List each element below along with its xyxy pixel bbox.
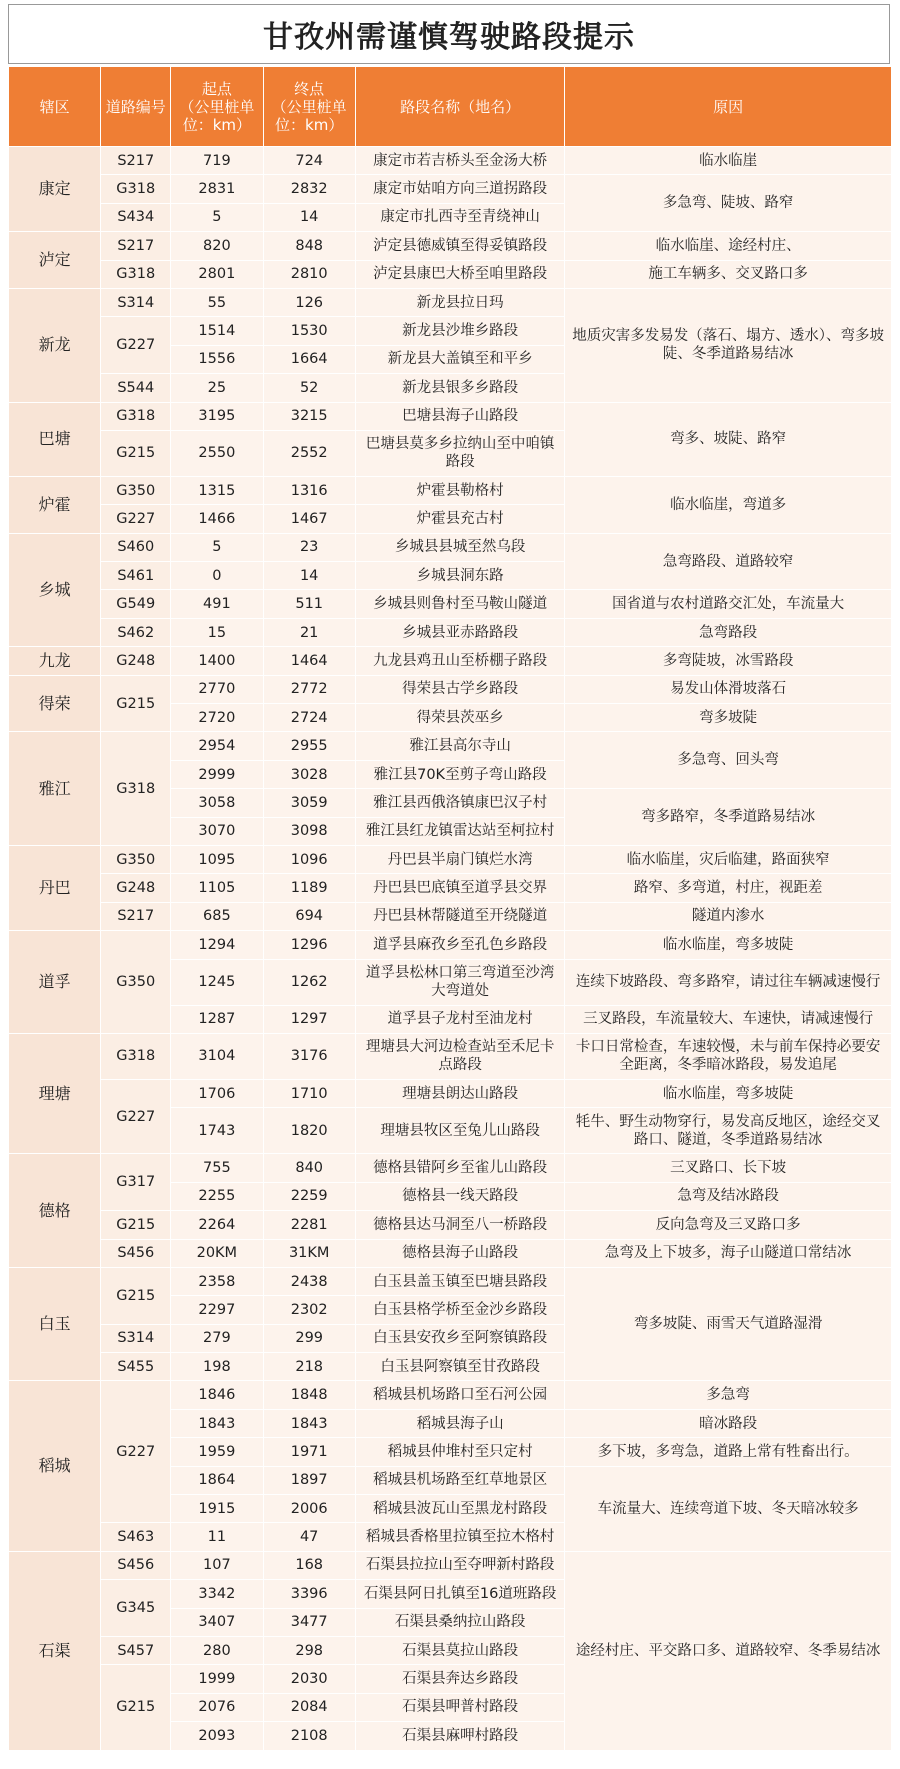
table-row: [9, 175, 892, 203]
end-km-cell: 840: [263, 1154, 355, 1182]
road-code-cell: G549: [101, 590, 171, 618]
section-name-cell: 丹巴县巴底镇至道孚县交界: [355, 874, 564, 902]
table-row: [9, 1033, 892, 1079]
section-name-cell: 泸定县德威镇至得妥镇路段: [355, 232, 564, 260]
end-km-cell: 1971: [263, 1438, 355, 1466]
reason-cell: 急弯及上下坡多，海子山隧道口常结冰: [565, 1239, 892, 1267]
reason-cell: 急弯路段、道路较窄: [565, 533, 892, 590]
end-km-cell: 14: [263, 562, 355, 590]
region-cell: 乡城: [9, 533, 101, 647]
table-row: [9, 1211, 892, 1239]
region-cell: 理塘: [9, 1033, 101, 1153]
end-km-cell: 47: [263, 1523, 355, 1551]
road-code-cell: G215: [101, 1211, 171, 1239]
road-code-cell: G248: [101, 647, 171, 675]
header-start-line: 位：km）: [182, 115, 251, 134]
end-km-cell: 2955: [263, 732, 355, 760]
table-row: [9, 931, 892, 959]
start-km-cell: 107: [171, 1551, 263, 1579]
start-km-cell: 15: [171, 618, 263, 646]
table-body: [9, 147, 892, 1751]
section-name-cell: 白玉县阿察镇至甘孜路段: [355, 1353, 564, 1381]
region-cell: 白玉: [9, 1267, 101, 1381]
road-code-cell: G227: [101, 505, 171, 533]
table-row: [9, 647, 892, 675]
end-km-cell: 52: [263, 374, 355, 402]
header-road: 道路编号: [101, 67, 171, 147]
start-km-cell: 755: [171, 1154, 263, 1182]
reason-cell: 暗冰路段: [565, 1409, 892, 1437]
start-km-cell: 5: [171, 203, 263, 231]
road-code-cell: G345: [101, 1580, 171, 1637]
section-name-cell: 雅江县西俄洛镇康巴汉子村: [355, 789, 564, 817]
end-km-cell: 2810: [263, 260, 355, 288]
start-km-cell: 1556: [171, 345, 263, 373]
section-name-cell: 德格县达马洞至八一桥路段: [355, 1211, 564, 1239]
end-km-cell: 1820: [263, 1108, 355, 1154]
start-km-cell: 1846: [171, 1381, 263, 1409]
section-name-cell: 石渠县阿日扎镇至16道班路段: [355, 1580, 564, 1608]
end-km-cell: 724: [263, 147, 355, 175]
table-row: [9, 618, 892, 646]
header-reason: 原因: [565, 67, 892, 147]
road-code-cell: S544: [101, 374, 171, 402]
road-code-cell: G317: [101, 1154, 171, 1211]
section-name-cell: 新龙县大盖镇至和平乡: [355, 345, 564, 373]
start-km-cell: 1843: [171, 1409, 263, 1437]
start-km-cell: 3104: [171, 1033, 263, 1079]
reason-cell: 急弯路段: [565, 618, 892, 646]
road-code-cell: G215: [101, 1665, 171, 1750]
road-code-cell: S455: [101, 1353, 171, 1381]
road-code-cell: G215: [101, 1267, 171, 1324]
region-cell: 石渠: [9, 1551, 101, 1750]
start-km-cell: 719: [171, 147, 263, 175]
end-km-cell: 1189: [263, 874, 355, 902]
region-cell: 稻城: [9, 1381, 101, 1551]
section-name-cell: 稻城县波瓦山至黑龙村路段: [355, 1495, 564, 1523]
section-name-cell: 雅江县70K至剪子弯山路段: [355, 760, 564, 788]
section-name-cell: 乡城县县城至然乌段: [355, 533, 564, 561]
start-km-cell: 1915: [171, 1495, 263, 1523]
end-km-cell: 1530: [263, 317, 355, 345]
end-km-cell: 1843: [263, 1409, 355, 1437]
road-code-cell: G350: [101, 931, 171, 1034]
end-km-cell: 3176: [263, 1033, 355, 1079]
end-km-cell: 3396: [263, 1580, 355, 1608]
header-end-line: （公里桩单: [271, 97, 347, 116]
road-code-cell: S434: [101, 203, 171, 231]
table-row: [9, 533, 892, 561]
reason-cell: 路窄、多弯道，村庄，视距差: [565, 874, 892, 902]
table-row: [9, 675, 892, 703]
end-km-cell: 511: [263, 590, 355, 618]
section-name-cell: 得荣县古学乡路段: [355, 675, 564, 703]
end-km-cell: 298: [263, 1636, 355, 1664]
road-code-cell: S461: [101, 562, 171, 590]
header-end-line: 位：km）: [275, 115, 344, 134]
start-km-cell: 1514: [171, 317, 263, 345]
end-km-cell: 3028: [263, 760, 355, 788]
road-code-cell: S314: [101, 288, 171, 316]
road-code-cell: S457: [101, 1636, 171, 1664]
end-km-cell: 3059: [263, 789, 355, 817]
table-row: [9, 1381, 892, 1409]
end-km-cell: 299: [263, 1324, 355, 1352]
reason-cell: 急弯及结冰路段: [565, 1182, 892, 1210]
table-row: [9, 288, 892, 316]
end-km-cell: 1467: [263, 505, 355, 533]
start-km-cell: 1315: [171, 476, 263, 504]
start-km-cell: 2255: [171, 1182, 263, 1210]
start-km-cell: 1864: [171, 1466, 263, 1494]
header-row: [9, 67, 892, 147]
start-km-cell: 1294: [171, 931, 263, 959]
road-code-cell: S217: [101, 232, 171, 260]
end-km-cell: 218: [263, 1353, 355, 1381]
section-name-cell: 德格县一线天路段: [355, 1182, 564, 1210]
start-km-cell: 491: [171, 590, 263, 618]
header-end: [263, 67, 355, 147]
end-km-cell: 1897: [263, 1466, 355, 1494]
region-cell: 康定: [9, 147, 101, 232]
section-name-cell: 石渠县呷普村路段: [355, 1693, 564, 1721]
reason-cell: 临水临崖，弯多坡陡: [565, 1079, 892, 1107]
road-code-cell: G215: [101, 430, 171, 476]
table-row: [9, 147, 892, 175]
reason-cell: 多急弯: [565, 1381, 892, 1409]
table-row: [9, 874, 892, 902]
region-cell: 炉霍: [9, 476, 101, 533]
end-km-cell: 2832: [263, 175, 355, 203]
section-name-cell: 道孚县麻孜乡至孔色乡路段: [355, 931, 564, 959]
reason-cell: 弯多坡陡、雨雪天气道路湿滑: [565, 1267, 892, 1381]
end-km-cell: 1316: [263, 476, 355, 504]
road-code-cell: G318: [101, 402, 171, 430]
start-km-cell: 685: [171, 902, 263, 930]
region-cell: 新龙: [9, 288, 101, 402]
end-km-cell: 2006: [263, 1495, 355, 1523]
region-cell: 得荣: [9, 675, 101, 732]
start-km-cell: 2831: [171, 175, 263, 203]
table-row: [9, 590, 892, 618]
start-km-cell: 1743: [171, 1108, 263, 1154]
table-row: [9, 845, 892, 873]
road-code-cell: S314: [101, 1324, 171, 1352]
end-km-cell: 3477: [263, 1608, 355, 1636]
section-name-cell: 新龙县拉日玛: [355, 288, 564, 316]
start-km-cell: 3058: [171, 789, 263, 817]
table-row: [9, 260, 892, 288]
section-name-cell: 新龙县沙堆乡路段: [355, 317, 564, 345]
start-km-cell: 20KM: [171, 1239, 263, 1267]
reason-cell: 国省道与农村道路交汇处，车流量大: [565, 590, 892, 618]
table-row: [9, 402, 892, 430]
header-start-line: 起点: [201, 79, 232, 98]
section-name-cell: 巴塘县莫多乡拉纳山至中咱镇路段: [355, 430, 564, 476]
start-km-cell: 1959: [171, 1438, 263, 1466]
section-name-cell: 九龙县鸡丑山至桥棚子路段: [355, 647, 564, 675]
section-name-cell: 丹巴县林帮隧道至开绕隧道: [355, 902, 564, 930]
reason-cell: 临水临崖、途经村庄、: [565, 232, 892, 260]
end-km-cell: 694: [263, 902, 355, 930]
section-name-cell: 雅江县高尔寺山: [355, 732, 564, 760]
road-table: [8, 66, 892, 1751]
section-name-cell: 白玉县盖玉镇至巴塘县路段: [355, 1267, 564, 1295]
table-row: [9, 1154, 892, 1182]
reason-cell: 临水临崖，弯道多: [565, 476, 892, 533]
section-name-cell: 理塘县朗达山路段: [355, 1079, 564, 1107]
reason-cell: 车流量大、连续弯道下坡、冬天暗冰较多: [565, 1466, 892, 1551]
region-cell: 德格: [9, 1154, 101, 1268]
start-km-cell: 2297: [171, 1296, 263, 1324]
reason-cell: 多急弯、回头弯: [565, 732, 892, 789]
section-name-cell: 康定市姑咱方向三道拐路段: [355, 175, 564, 203]
end-km-cell: 1096: [263, 845, 355, 873]
section-name-cell: 理塘县大河边检查站至禾尼卡点路段: [355, 1033, 564, 1079]
end-km-cell: 23: [263, 533, 355, 561]
page-title: 甘孜州需谨慎驾驶路段提示: [8, 4, 890, 64]
end-km-cell: 1262: [263, 959, 355, 1005]
end-km-cell: 2030: [263, 1665, 355, 1693]
region-cell: 雅江: [9, 732, 101, 846]
header-name: 路段名称（地名）: [355, 67, 564, 147]
road-code-cell: G248: [101, 874, 171, 902]
start-km-cell: 2999: [171, 760, 263, 788]
end-km-cell: 3098: [263, 817, 355, 845]
road-code-cell: S217: [101, 902, 171, 930]
end-km-cell: 1848: [263, 1381, 355, 1409]
start-km-cell: 3342: [171, 1580, 263, 1608]
reason-cell: 多急弯、陡坡、路窄: [565, 175, 892, 232]
start-km-cell: 3407: [171, 1608, 263, 1636]
reason-cell: 弯多坡陡: [565, 704, 892, 732]
start-km-cell: 25: [171, 374, 263, 402]
section-name-cell: 道孚县松林口第三弯道至沙湾大弯道处: [355, 959, 564, 1005]
section-name-cell: 石渠县桑纳拉山路段: [355, 1608, 564, 1636]
section-name-cell: 乡城县洞东路: [355, 562, 564, 590]
reason-cell: 反向急弯及三叉路口多: [565, 1211, 892, 1239]
region-cell: 道孚: [9, 931, 101, 1034]
end-km-cell: 848: [263, 232, 355, 260]
start-km-cell: 2550: [171, 430, 263, 476]
start-km-cell: 1706: [171, 1079, 263, 1107]
reason-cell: 弯多、坡陡、路窄: [565, 402, 892, 476]
section-name-cell: 康定市扎西寺至青绕神山: [355, 203, 564, 231]
section-name-cell: 炉霍县勒格村: [355, 476, 564, 504]
start-km-cell: 2358: [171, 1267, 263, 1295]
start-km-cell: 279: [171, 1324, 263, 1352]
start-km-cell: 1245: [171, 959, 263, 1005]
section-name-cell: 炉霍县充古村: [355, 505, 564, 533]
reason-cell: 易发山体滑坡落石: [565, 675, 892, 703]
end-km-cell: 2724: [263, 704, 355, 732]
start-km-cell: 2801: [171, 260, 263, 288]
section-name-cell: 泸定县康巴大桥至咱里路段: [355, 260, 564, 288]
start-km-cell: 2770: [171, 675, 263, 703]
end-km-cell: 2552: [263, 430, 355, 476]
road-code-cell: G227: [101, 1079, 171, 1153]
road-code-cell: G318: [101, 260, 171, 288]
header-end-line: 终点: [294, 79, 325, 98]
section-name-cell: 白玉县安孜乡至阿察镇路段: [355, 1324, 564, 1352]
start-km-cell: 55: [171, 288, 263, 316]
road-code-cell: G318: [101, 175, 171, 203]
end-km-cell: 2438: [263, 1267, 355, 1295]
end-km-cell: 126: [263, 288, 355, 316]
end-km-cell: 1464: [263, 647, 355, 675]
road-code-cell: S462: [101, 618, 171, 646]
road-code-cell: G227: [101, 1381, 171, 1523]
section-name-cell: 稻城县海子山: [355, 1409, 564, 1437]
table-row: [9, 1079, 892, 1107]
reason-cell: 临水临崖，灾后临建，路面狭窄: [565, 845, 892, 873]
section-name-cell: 稻城县机场路至红草地景区: [355, 1466, 564, 1494]
end-km-cell: 2259: [263, 1182, 355, 1210]
reason-cell: 地质灾害多发易发（落石、塌方、透水）、弯多坡陡、冬季道路易结冰: [565, 288, 892, 402]
section-name-cell: 得荣县茨巫乡: [355, 704, 564, 732]
road-code-cell: S460: [101, 533, 171, 561]
road-code-cell: S463: [101, 1523, 171, 1551]
start-km-cell: 1095: [171, 845, 263, 873]
road-code-cell: G215: [101, 675, 171, 732]
start-km-cell: 1466: [171, 505, 263, 533]
reason-cell: 多下坡，多弯急，道路上常有牲畜出行。: [565, 1438, 892, 1466]
section-name-cell: 稻城县机场路口至石河公园: [355, 1381, 564, 1409]
reason-cell: 途经村庄、平交路口多、道路较窄、冬季易结冰: [565, 1551, 892, 1750]
table-row: [9, 1239, 892, 1267]
start-km-cell: 280: [171, 1636, 263, 1664]
start-km-cell: 3195: [171, 402, 263, 430]
header-start: [171, 67, 263, 147]
section-name-cell: 稻城县香格里拉镇至拉木格村: [355, 1523, 564, 1551]
header-region: 辖区: [9, 67, 101, 147]
table-row: [9, 476, 892, 504]
start-km-cell: 2076: [171, 1693, 263, 1721]
reason-cell: 三叉路段，车流量较大、车速快，请减速慢行: [565, 1005, 892, 1033]
end-km-cell: 2108: [263, 1722, 355, 1750]
start-km-cell: 1287: [171, 1005, 263, 1033]
end-km-cell: 2084: [263, 1693, 355, 1721]
reason-cell: 卡口日常检查，车速较慢，未与前车保持必要安全距离，冬季暗冰路段，易发追尾: [565, 1033, 892, 1079]
section-name-cell: 雅江县红龙镇雷达站至柯拉村: [355, 817, 564, 845]
start-km-cell: 2954: [171, 732, 263, 760]
section-name-cell: 石渠县莫拉山路段: [355, 1636, 564, 1664]
section-name-cell: 巴塘县海子山路段: [355, 402, 564, 430]
section-name-cell: 石渠县麻呷村路段: [355, 1722, 564, 1750]
section-name-cell: 新龙县银多乡路段: [355, 374, 564, 402]
section-name-cell: 乡城县亚赤路路段: [355, 618, 564, 646]
reason-cell: 连续下坡路段、弯多路窄，请过往车辆减速慢行: [565, 959, 892, 1005]
start-km-cell: 2093: [171, 1722, 263, 1750]
start-km-cell: 3070: [171, 817, 263, 845]
start-km-cell: 2264: [171, 1211, 263, 1239]
table-row: [9, 902, 892, 930]
section-name-cell: 乡城县则鲁村至马鞍山隧道: [355, 590, 564, 618]
reason-cell: 施工车辆多、交叉路口多: [565, 260, 892, 288]
start-km-cell: 820: [171, 232, 263, 260]
reason-cell: 临水临崖，弯多坡陡: [565, 931, 892, 959]
section-name-cell: 理塘县牧区至兔儿山路段: [355, 1108, 564, 1154]
table-row: [9, 1267, 892, 1295]
road-code-cell: G350: [101, 476, 171, 504]
section-name-cell: 德格县海子山路段: [355, 1239, 564, 1267]
start-km-cell: 1999: [171, 1665, 263, 1693]
region-cell: 九龙: [9, 647, 101, 675]
section-name-cell: 石渠县拉拉山至夺呷新村路段: [355, 1551, 564, 1579]
section-name-cell: 稻城县仲堆村至只定村: [355, 1438, 564, 1466]
section-name-cell: 丹巴县半扇门镇烂水湾: [355, 845, 564, 873]
start-km-cell: 0: [171, 562, 263, 590]
section-name-cell: 道孚县子龙村至油龙村: [355, 1005, 564, 1033]
end-km-cell: 31KM: [263, 1239, 355, 1267]
region-cell: 泸定: [9, 232, 101, 289]
reason-cell: 临水临崖: [565, 147, 892, 175]
start-km-cell: 2720: [171, 704, 263, 732]
region-cell: 丹巴: [9, 845, 101, 930]
road-code-cell: G318: [101, 1033, 171, 1079]
start-km-cell: 11: [171, 1523, 263, 1551]
end-km-cell: 1296: [263, 931, 355, 959]
end-km-cell: 1664: [263, 345, 355, 373]
table-row: [9, 1551, 892, 1579]
end-km-cell: 14: [263, 203, 355, 231]
table-row: [9, 232, 892, 260]
reason-cell: 隧道内渗水: [565, 902, 892, 930]
region-cell: 巴塘: [9, 402, 101, 476]
end-km-cell: 1710: [263, 1079, 355, 1107]
end-km-cell: 1297: [263, 1005, 355, 1033]
road-code-cell: G227: [101, 317, 171, 374]
header-start-line: （公里桩单: [179, 97, 255, 116]
start-km-cell: 198: [171, 1353, 263, 1381]
road-code-cell: S456: [101, 1239, 171, 1267]
end-km-cell: 168: [263, 1551, 355, 1579]
table-row: [9, 732, 892, 760]
road-code-cell: G318: [101, 732, 171, 846]
section-name-cell: 石渠县奔达乡路段: [355, 1665, 564, 1693]
end-km-cell: 3215: [263, 402, 355, 430]
reason-cell: 牦牛、野生动物穿行，易发高反地区，途经交叉路口、隧道，冬季道路易结冰: [565, 1108, 892, 1154]
section-name-cell: 康定市若吉桥头至金汤大桥: [355, 147, 564, 175]
road-code-cell: G350: [101, 845, 171, 873]
end-km-cell: 2772: [263, 675, 355, 703]
start-km-cell: 1400: [171, 647, 263, 675]
end-km-cell: 2281: [263, 1211, 355, 1239]
start-km-cell: 5: [171, 533, 263, 561]
section-name-cell: 白玉县格学桥至金沙乡路段: [355, 1296, 564, 1324]
road-code-cell: S456: [101, 1551, 171, 1579]
reason-cell: 多弯陡坡，冰雪路段: [565, 647, 892, 675]
end-km-cell: 2302: [263, 1296, 355, 1324]
reason-cell: 弯多路窄，冬季道路易结冰: [565, 789, 892, 846]
section-name-cell: 德格县错阿乡至雀儿山路段: [355, 1154, 564, 1182]
end-km-cell: 21: [263, 618, 355, 646]
road-code-cell: S217: [101, 147, 171, 175]
start-km-cell: 1105: [171, 874, 263, 902]
reason-cell: 三叉路口、长下坡: [565, 1154, 892, 1182]
